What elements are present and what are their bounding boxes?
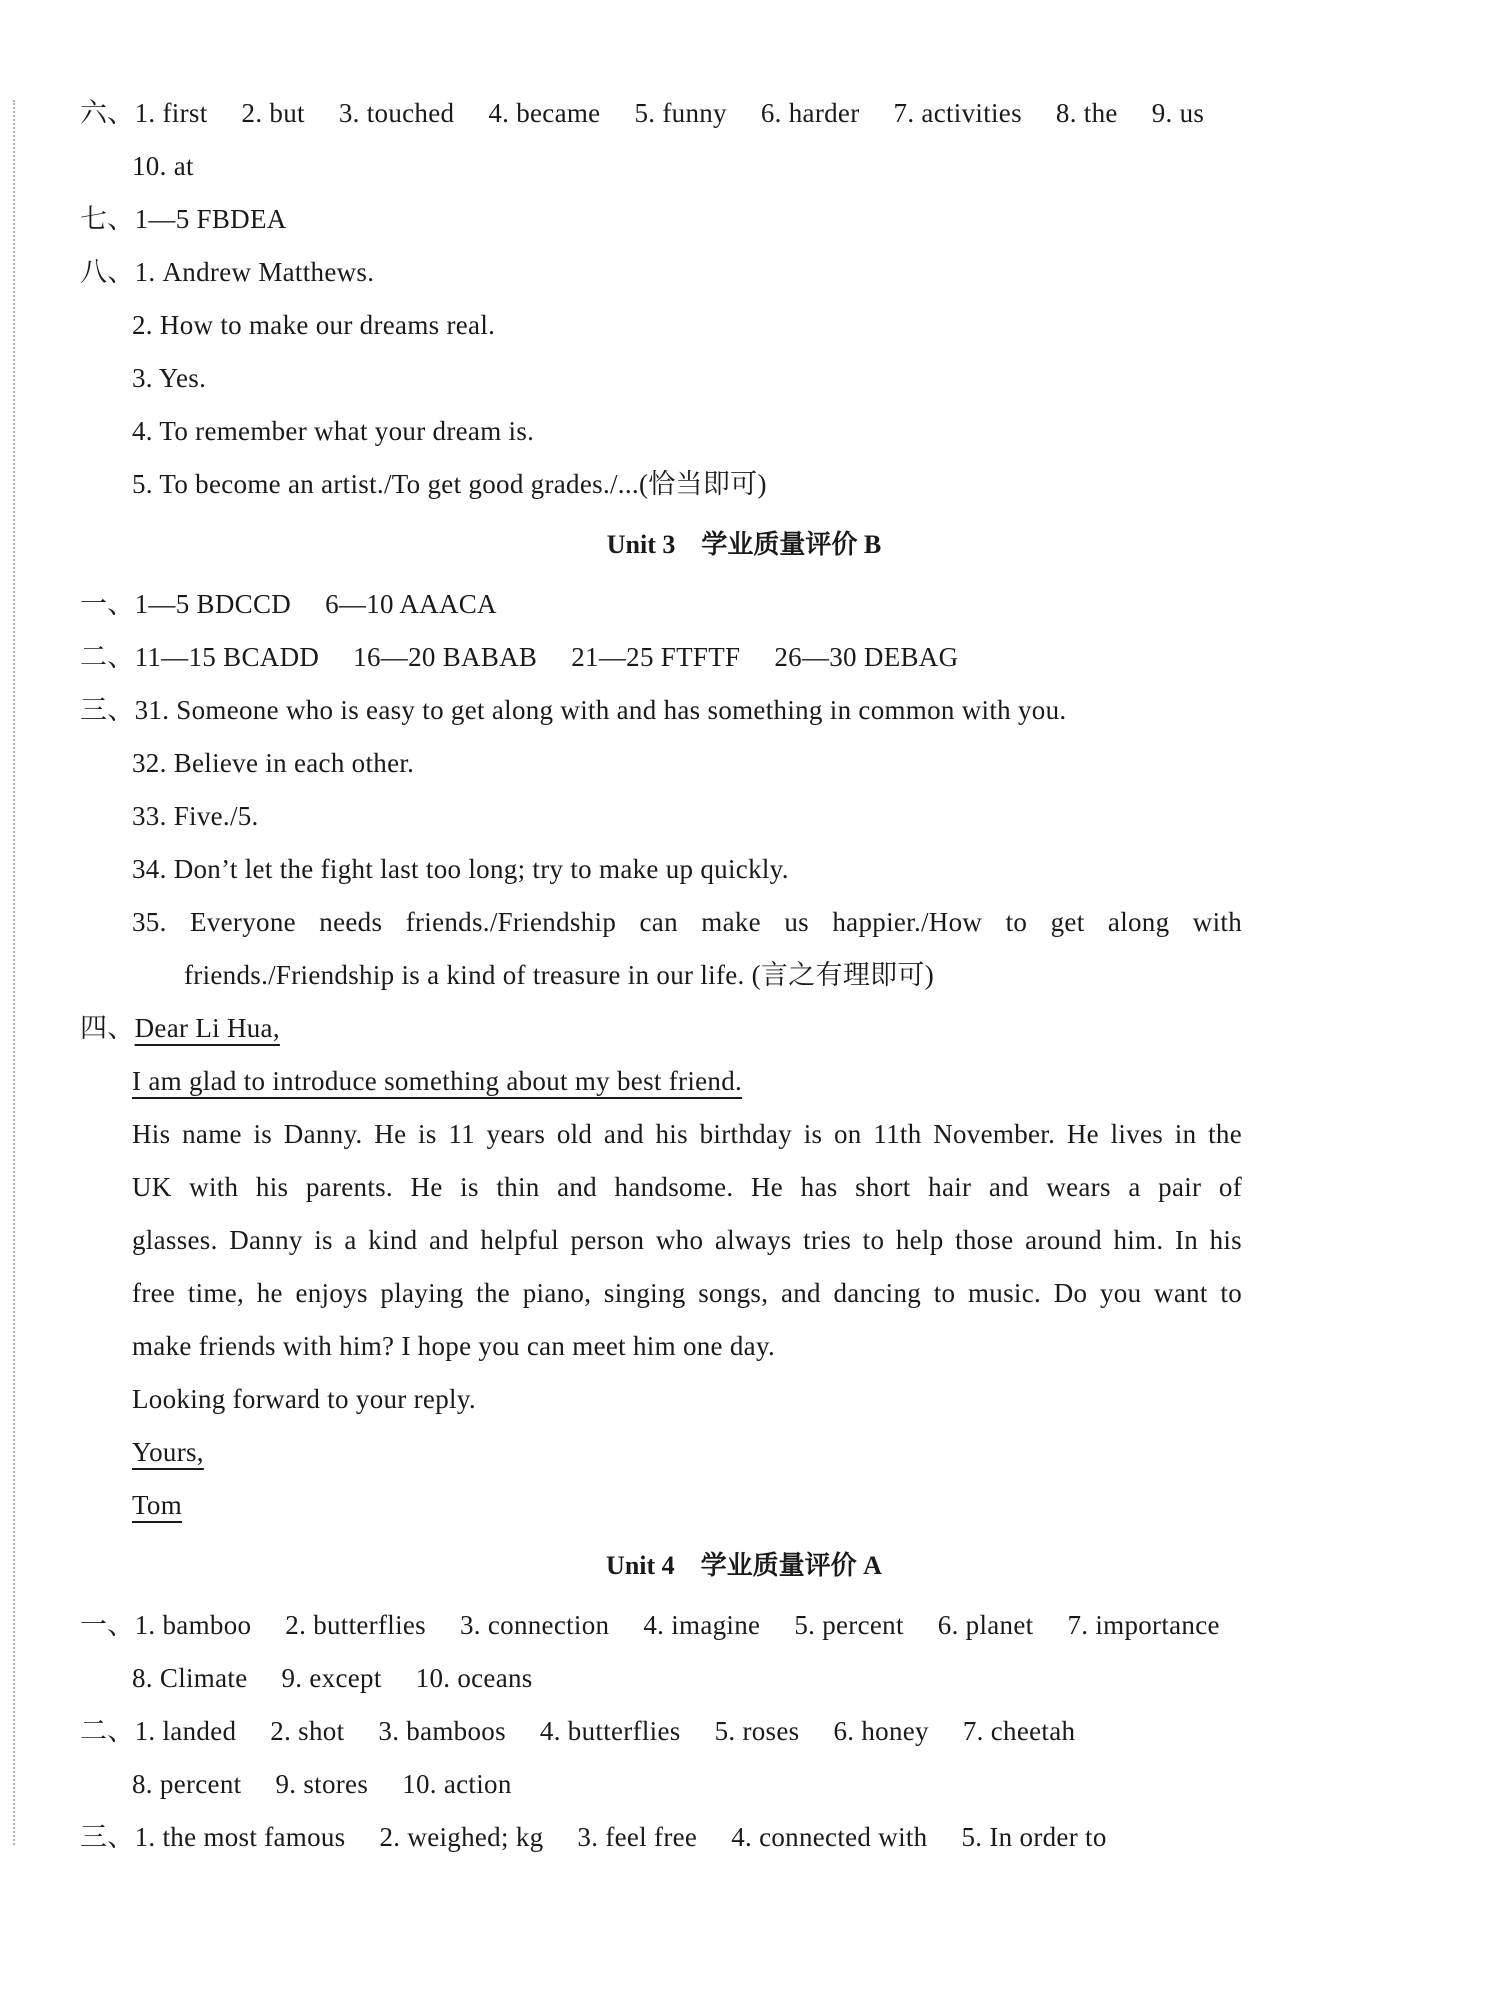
section-label: 一、 bbox=[80, 1610, 135, 1640]
section-label: 三、 bbox=[80, 1822, 135, 1852]
letter-intro-line bbox=[132, 1064, 742, 1098]
answer-item: 8. the bbox=[1055, 98, 1118, 128]
unit3-section-3-line-31 bbox=[80, 693, 1066, 727]
letter-name-line bbox=[132, 1488, 182, 1522]
letter-body-line: His name is Danny. He is 11 years old and his birthday is on 11th November. He lives in the bbox=[132, 1119, 1242, 1149]
unit3-answer-33: 33. Five./5. bbox=[132, 801, 259, 831]
answer-item: 8. Climate bbox=[132, 1663, 248, 1693]
answer-item: 6. harder bbox=[760, 98, 860, 128]
answer-item: 3. feel free bbox=[577, 1822, 698, 1852]
answer-item: 4. butterflies bbox=[539, 1716, 681, 1746]
answer-item: 3. touched bbox=[338, 98, 455, 128]
unit3-answer-35-line-2: friends./Friendship is a kind of treasure in our life. (言之有理即可) bbox=[184, 960, 935, 990]
section-label: 二、 bbox=[80, 1716, 135, 1746]
unit4-section-1-line-1 bbox=[80, 1608, 1220, 1642]
section-8-line-4: 4. To remember what your dream is. bbox=[132, 416, 535, 446]
answer-text: 1—5 FBDEA bbox=[134, 204, 287, 234]
answer-item: 9. us bbox=[1151, 98, 1205, 128]
unit4-section-3-line bbox=[80, 1820, 1107, 1854]
section-8-label: 八、 bbox=[80, 257, 135, 287]
letter-name: Tom bbox=[132, 1490, 183, 1520]
answer-item: 2. butterflies bbox=[285, 1610, 426, 1640]
answer-item: 5. In order to bbox=[961, 1822, 1107, 1852]
answer-item: 10. action bbox=[402, 1769, 512, 1799]
letter-greeting: Dear Li Hua, bbox=[134, 1013, 280, 1043]
answer-item: 1—5 BDCCD bbox=[134, 589, 292, 619]
section-6-line-2: 10. at bbox=[132, 151, 194, 181]
unit3-answer-35-line-1: 35. Everyone needs friends./Friendship can make us happier./How to get along with bbox=[132, 907, 1242, 937]
answer-item: 9. stores bbox=[275, 1769, 369, 1799]
letter-body-line: make friends with him? I hope you can meet him one day. bbox=[132, 1331, 776, 1361]
answer-item: 9. except bbox=[281, 1663, 382, 1693]
margin-dotted-line bbox=[13, 100, 15, 1845]
answer-item: 11—15 BCADD bbox=[134, 642, 320, 672]
answer-item: 6—10 AAACA bbox=[325, 589, 497, 619]
unit4-section-2-line-2 bbox=[132, 1767, 512, 1801]
section-8-line-3: 3. Yes. bbox=[132, 363, 207, 393]
answer-item: 1. first bbox=[134, 98, 208, 128]
letter-intro: I am glad to introduce something about my best friend. bbox=[132, 1066, 743, 1096]
letter-signoff-line bbox=[132, 1435, 204, 1469]
answer-item: 2. but bbox=[241, 98, 305, 128]
section-8-line-5: 5. To become an artist./To get good grades./...(恰当即可) bbox=[132, 469, 767, 499]
section-label: 四、 bbox=[80, 1013, 135, 1043]
unit3-section-2-line bbox=[80, 640, 958, 674]
answer-item: 2. shot bbox=[270, 1716, 345, 1746]
section-label: 三、 bbox=[80, 695, 135, 725]
answer-text: 31. Someone who is easy to get along with and has something in common with you. bbox=[134, 695, 1067, 725]
answer-item: 16—20 BABAB bbox=[353, 642, 538, 672]
answer-item: 21—25 FTFTF bbox=[571, 642, 741, 672]
answer-item: 2. weighed; kg bbox=[379, 1822, 544, 1852]
answer-item: 4. connected with bbox=[731, 1822, 928, 1852]
answer-item: 7. cheetah bbox=[962, 1716, 1076, 1746]
answer-item: 3. connection bbox=[459, 1610, 610, 1640]
unit4-section-2-line-1 bbox=[80, 1714, 1075, 1748]
section-7-line bbox=[80, 202, 287, 236]
section-6-label: 六、 bbox=[80, 98, 135, 128]
unit3-section-1-line bbox=[80, 587, 497, 621]
answer-item: 5. funny bbox=[634, 98, 727, 128]
answer-text: 1. Andrew Matthews. bbox=[134, 257, 375, 287]
answer-item: 10. oceans bbox=[415, 1663, 533, 1693]
answer-item: 6. planet bbox=[937, 1610, 1034, 1640]
letter-body-line: glasses. Danny is a kind and helpful person who always tries to help those around him. In his bbox=[132, 1225, 1242, 1255]
answer-item: 5. percent bbox=[794, 1610, 904, 1640]
answer-item: 5. roses bbox=[714, 1716, 800, 1746]
letter-signoff: Yours, bbox=[132, 1437, 204, 1467]
letter-greeting-line bbox=[80, 1011, 280, 1045]
unit3-answer-32: 32. Believe in each other. bbox=[132, 748, 415, 778]
answer-item: 1. landed bbox=[134, 1716, 237, 1746]
letter-body-line: UK with his parents. He is thin and handsome. He has short hair and wears a pair of bbox=[132, 1172, 1242, 1202]
answer-item: 7. activities bbox=[893, 98, 1022, 128]
unit-4-heading: Unit 4 学业质量评价 A bbox=[606, 1551, 882, 1580]
answer-item: 6. honey bbox=[833, 1716, 929, 1746]
section-8-line-2: 2. How to make our dreams real. bbox=[132, 310, 496, 340]
answer-item: 7. importance bbox=[1067, 1610, 1220, 1640]
letter-closing: Looking forward to your reply. bbox=[132, 1384, 476, 1414]
letter-body-line: free time, he enjoys playing the piano, singing songs, and dancing to music. Do you want to bbox=[132, 1278, 1242, 1308]
answer-item: 26—30 DEBAG bbox=[774, 642, 959, 672]
answer-item: 8. percent bbox=[132, 1769, 242, 1799]
unit3-answer-34: 34. Don’t let the fight last too long; try to make up quickly. bbox=[132, 854, 789, 884]
answer-item: 3. bamboos bbox=[378, 1716, 506, 1746]
section-7-label: 七、 bbox=[80, 204, 135, 234]
unit4-section-1-line-2 bbox=[132, 1661, 533, 1695]
answer-item: 4. became bbox=[488, 98, 601, 128]
section-6-line-1 bbox=[80, 96, 1204, 130]
answer-item: 1. bamboo bbox=[134, 1610, 252, 1640]
section-label: 二、 bbox=[80, 642, 135, 672]
unit-3-heading: Unit 3 学业质量评价 B bbox=[606, 530, 882, 559]
answer-item: 1. the most famous bbox=[134, 1822, 346, 1852]
section-8-line-1 bbox=[80, 255, 374, 289]
section-label: 一、 bbox=[80, 589, 135, 619]
answer-item: 4. imagine bbox=[643, 1610, 761, 1640]
